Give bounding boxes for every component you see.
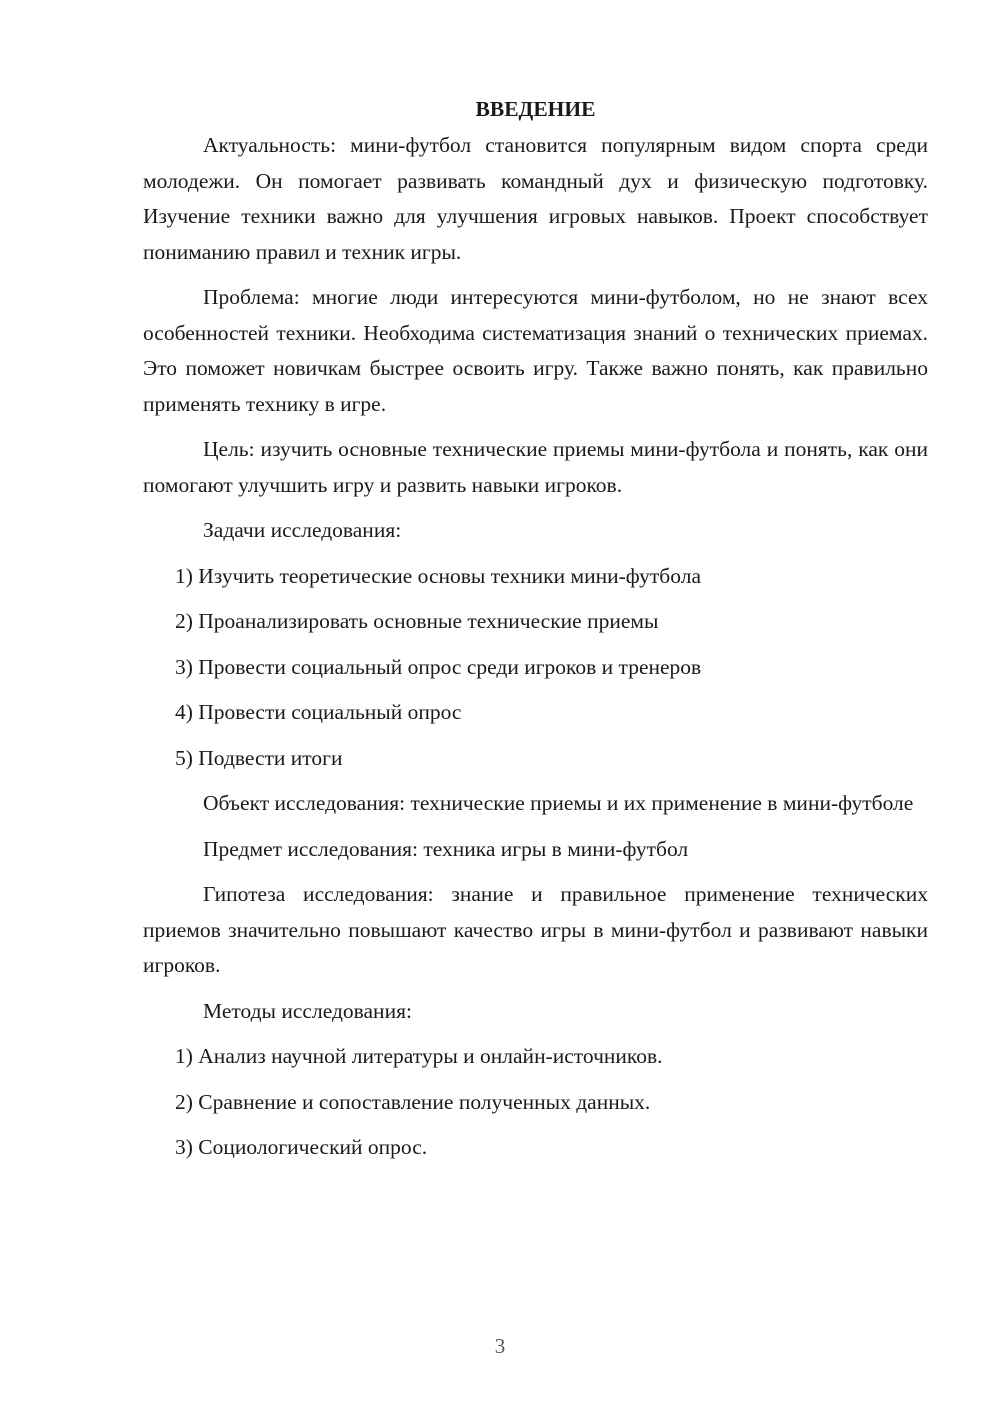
page-number: 3 xyxy=(494,1334,506,1358)
tasks-heading: Задачи исследования: xyxy=(203,518,402,542)
list-item: 2) Проанализировать основные технические приемы xyxy=(175,609,659,633)
document-page xyxy=(143,92,928,1176)
methods-heading: Методы исследования: xyxy=(203,998,412,1023)
list-item: 1) Анализ научной литературы и онлайн-источников. xyxy=(175,1044,663,1068)
goal-paragraph: Цель: изучить основные технические приемы мини-футбола и понять, как они помогают улучшить игру и развить навыки игроков. xyxy=(143,437,928,497)
list-item: 5) Подвести итоги xyxy=(175,745,343,770)
relevance-paragraph: Актуальность: мини-футбол становится популярным видом спорта среди молодежи. Он помогает развивать командный дух и физическую подготовку. Изучение техники важно для улучшения игровых навыков. Проект способствует пониманию правил и техник игры. xyxy=(143,133,928,264)
list-item: 3) Социологический опрос. xyxy=(175,1135,428,1159)
problem-paragraph: Проблема: многие люди интересуются мини-футболом, но не знают всех особенностей техники. Необходима систематизация знаний о технических приемах. Это поможет новичкам быстрее освоить игру. Также важно понять, как правильно применять технику в игре. xyxy=(143,285,928,416)
subject-paragraph: Предмет исследования: техника игры в мини-футбол xyxy=(203,836,689,861)
methods-list xyxy=(143,1039,928,1166)
list-item: 2) Сравнение и сопоставление полученных данных. xyxy=(175,1089,651,1114)
page-title: ВВЕДЕНИЕ xyxy=(475,97,596,121)
list-item: 4) Провести социальный опрос xyxy=(175,700,462,724)
list-item: 3) Провести социальный опрос среди игроков и тренеров xyxy=(175,654,702,679)
object-paragraph: Объект исследования: технические приемы и их применение в мини-футболе xyxy=(203,791,914,815)
hypothesis-paragraph: Гипотеза исследования: знание и правильное применение технических приемов значительно повышают качество игры в мини-футбол и развивают навыки игроков. xyxy=(143,882,928,977)
tasks-list xyxy=(143,559,928,777)
list-item: 1) Изучить теоретические основы техники мини-футбола xyxy=(175,563,701,588)
